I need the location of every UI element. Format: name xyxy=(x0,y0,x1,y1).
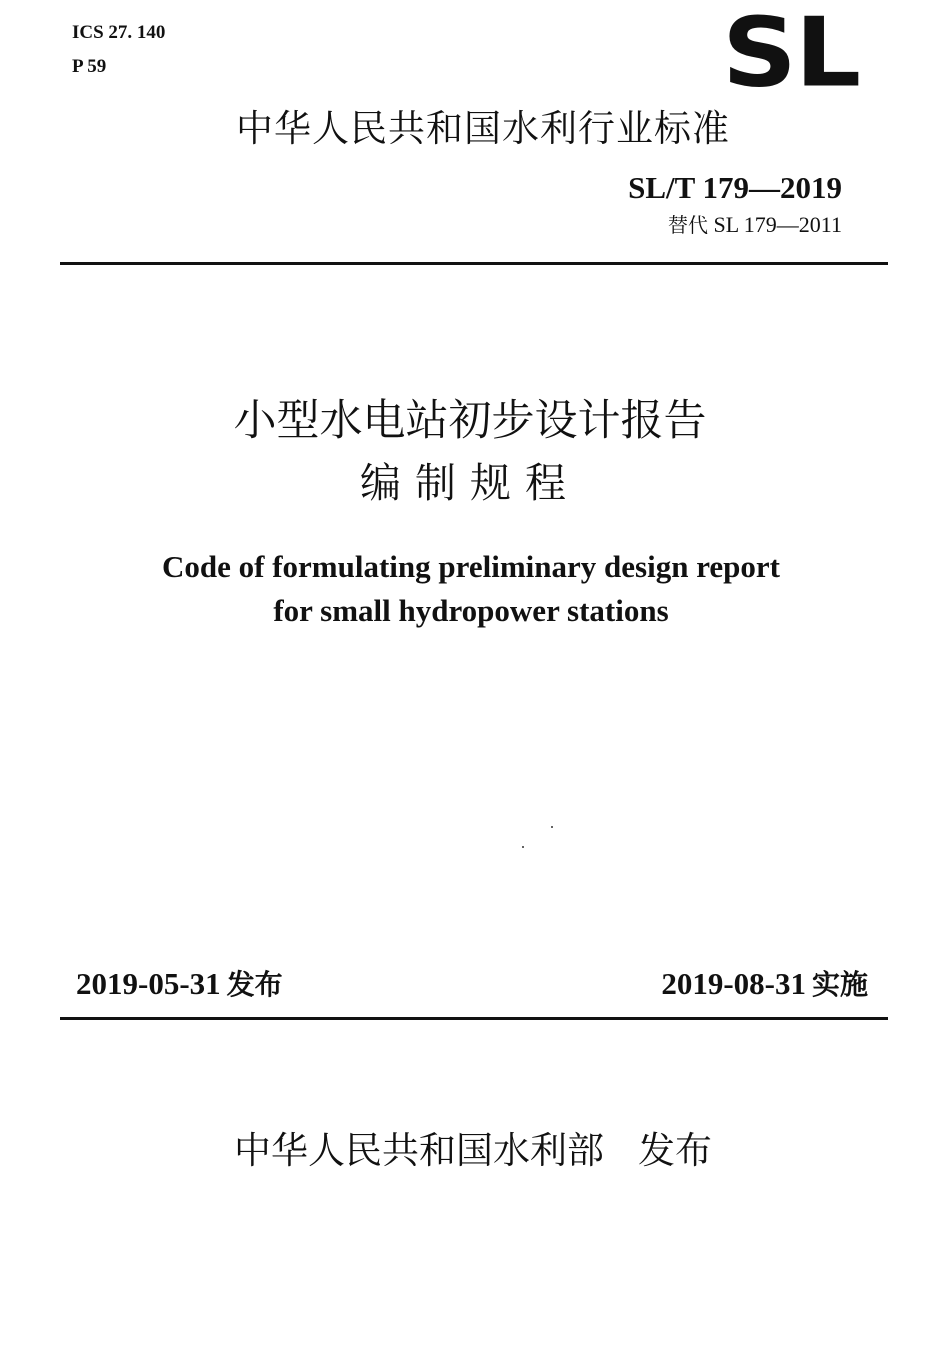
implementation-label: 实施 xyxy=(811,968,868,1001)
implementation-date-line xyxy=(661,964,868,1005)
english-title-line2: for small hydropower stations xyxy=(273,593,669,628)
chinese-title-line1: 小型水电站初步设计报告 xyxy=(233,396,707,446)
industry-standard-title: 中华人民共和国水利行业标准 xyxy=(236,107,730,150)
replaces-line xyxy=(668,211,842,239)
implementation-date: 2019-08-31 xyxy=(661,966,806,1001)
sl-logo: SL xyxy=(722,0,860,109)
issue-date: 2019-05-31 xyxy=(76,966,221,1001)
replaces-label: 替代 xyxy=(667,213,708,237)
issue-label: 发布 xyxy=(226,968,283,1001)
speck xyxy=(551,826,553,828)
issue-date-line xyxy=(76,964,283,1005)
publish-label: 发布 xyxy=(638,1129,712,1172)
speck xyxy=(522,846,524,848)
chinese-title-line2: 编制规程 xyxy=(360,459,580,507)
publisher-line xyxy=(0,1128,946,1174)
standard-number: SL/T 179—2019 xyxy=(628,170,842,205)
bottom-divider xyxy=(60,1017,888,1020)
ics-code: ICS 27. 140 xyxy=(72,22,166,43)
publisher-name: 中华人民共和国水利部 xyxy=(234,1129,604,1172)
replaces-number: SL 179—2011 xyxy=(713,212,842,237)
classification-code: P 59 xyxy=(72,56,107,77)
top-divider xyxy=(60,262,888,265)
english-title-line1: Code of formulating preliminary design report xyxy=(162,549,780,584)
